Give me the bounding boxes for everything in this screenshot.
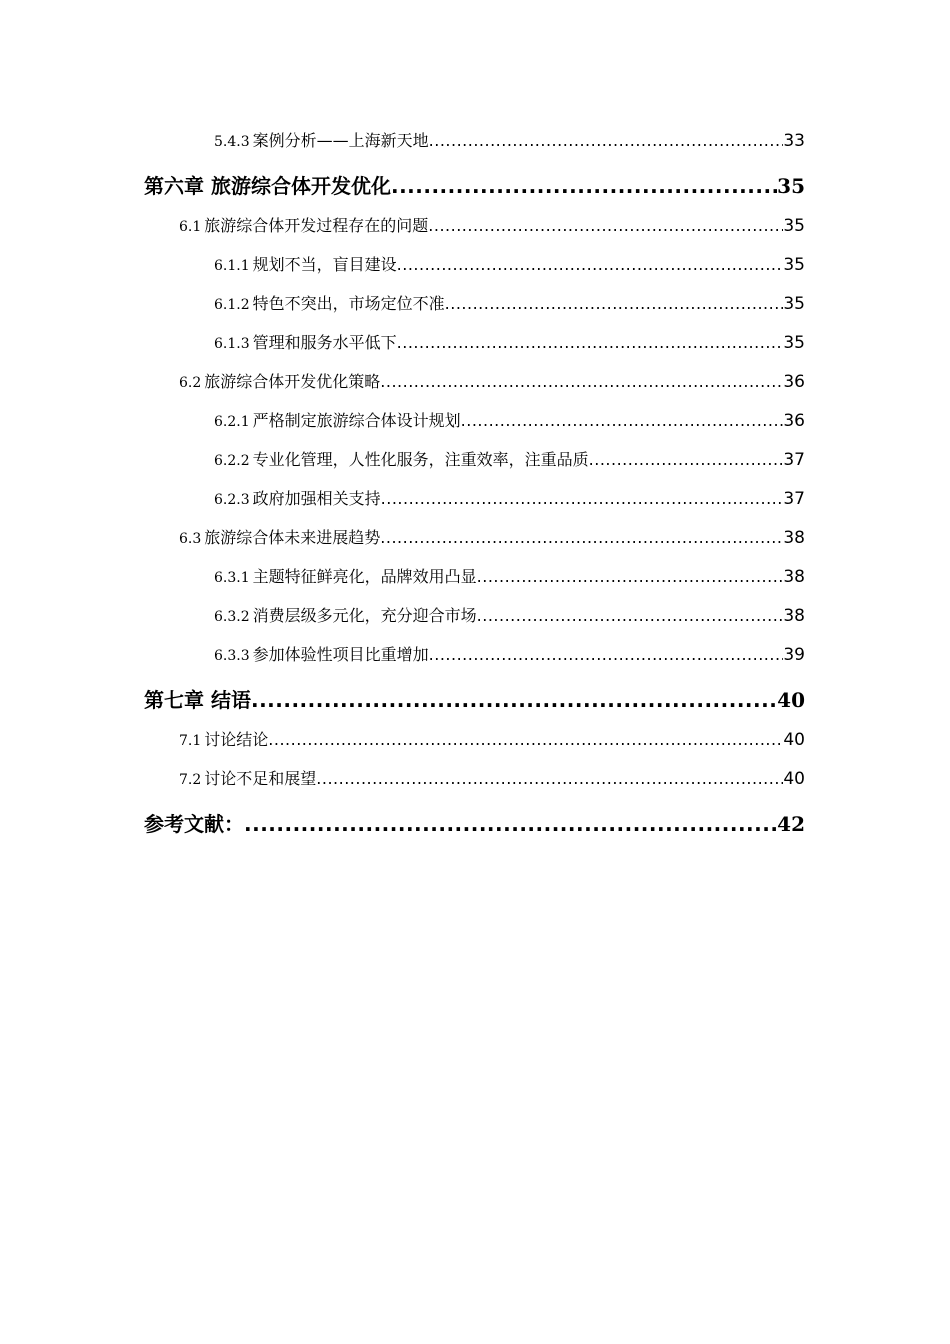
toc-title: 旅游综合体开发过程存在的问题 <box>204 216 429 235</box>
toc-entry-6-3-2[interactable] <box>214 603 805 626</box>
toc-page-number: 36 <box>783 411 805 431</box>
toc-leader <box>429 131 784 150</box>
toc-number: 6.2.3 <box>214 492 250 508</box>
toc-number: 6.2 <box>179 375 202 391</box>
toc-page-number: 35 <box>783 255 805 275</box>
toc-entry-6-2-3[interactable] <box>214 486 805 509</box>
toc-title: 讨论不足和展望 <box>204 769 317 788</box>
toc-leader <box>397 333 784 352</box>
toc-title: 第七章 结语 <box>144 688 251 712</box>
toc-leader <box>589 450 784 469</box>
toc-title: 参考文献： <box>144 812 244 836</box>
toc-page-number: 35 <box>783 294 805 314</box>
toc-leader <box>244 812 777 836</box>
toc-leader <box>461 411 784 430</box>
toc-entry-5-4-3[interactable] <box>214 128 805 151</box>
toc-title: 专业化管理，人性化服务，注重效率，注重品质 <box>252 450 589 469</box>
toc-title: 严格制定旅游综合体设计规划 <box>252 411 461 430</box>
toc-entry-6-1[interactable] <box>179 213 805 236</box>
toc-page-number: 42 <box>777 812 805 836</box>
toc-number: 6.1.3 <box>214 336 250 352</box>
toc-page-number: 38 <box>783 528 805 548</box>
toc-number: 6.3 <box>179 531 202 547</box>
toc-leader <box>380 528 783 547</box>
toc-page-number: 38 <box>783 567 805 587</box>
toc-title: 旅游综合体开发优化策略 <box>204 372 381 391</box>
toc-entry-6-2-2[interactable] <box>214 447 805 470</box>
toc-page-number: 38 <box>783 606 805 626</box>
toc-number: 6.2.1 <box>214 414 250 430</box>
toc-page-number: 40 <box>783 769 805 789</box>
toc-number: 6.1.1 <box>214 258 250 274</box>
toc-entry-6-2[interactable] <box>179 369 805 392</box>
toc-page-number: 39 <box>783 645 805 665</box>
toc-entry-6-1-1[interactable] <box>214 252 805 275</box>
toc-entry-7-1[interactable] <box>179 727 805 750</box>
toc-number: 6.2.2 <box>214 453 250 469</box>
toc-title: 消费层级多元化，充分迎合市场 <box>252 606 477 625</box>
toc-leader <box>429 645 784 664</box>
toc-leader <box>251 688 777 712</box>
toc-entry-6-3-3[interactable] <box>214 642 805 665</box>
toc-leader <box>397 255 784 274</box>
toc-number: 5.4.3 <box>214 134 250 150</box>
toc-page-number: 35 <box>777 174 805 198</box>
toc-number: 6.3.3 <box>214 648 250 664</box>
toc-leader <box>316 769 783 788</box>
toc-leader <box>477 567 784 586</box>
toc-title: 旅游综合体未来进展趋势 <box>204 528 381 547</box>
toc-title: 管理和服务水平低下 <box>252 333 397 352</box>
toc-number: 7.1 <box>179 733 202 749</box>
toc-leader <box>477 606 784 625</box>
toc-chapter-6[interactable] <box>144 170 805 199</box>
toc-page-number: 37 <box>783 489 805 509</box>
toc-references[interactable] <box>144 808 805 837</box>
toc-number: 6.1 <box>179 219 202 235</box>
toc-entry-6-3[interactable] <box>179 525 805 548</box>
toc-leader <box>391 174 777 198</box>
toc-page-number: 40 <box>783 730 805 750</box>
toc-title: 特色不突出，市场定位不准 <box>252 294 445 313</box>
toc-chapter-7[interactable] <box>144 684 805 713</box>
toc-number: 6.3.1 <box>214 570 250 586</box>
toc-title: 案例分析——上海新天地 <box>252 131 429 150</box>
toc-entry-7-2[interactable] <box>179 766 805 789</box>
toc-page-number: 35 <box>783 216 805 236</box>
toc-leader <box>428 216 783 235</box>
toc-number: 6.3.2 <box>214 609 250 625</box>
toc-title: 主题特征鲜亮化，品牌效用凸显 <box>252 567 477 586</box>
toc-leader <box>445 294 784 313</box>
toc-entry-6-3-1[interactable] <box>214 564 805 587</box>
toc-page-number: 36 <box>783 372 805 392</box>
toc-page-number: 40 <box>777 688 805 712</box>
toc-page-number: 37 <box>783 450 805 470</box>
toc-page-number: 35 <box>783 333 805 353</box>
toc-leader <box>380 372 783 391</box>
toc-number: 7.2 <box>179 772 202 788</box>
toc-entry-6-2-1[interactable] <box>214 408 805 431</box>
toc-number: 6.1.2 <box>214 297 250 313</box>
toc-title: 讨论结论 <box>204 730 269 749</box>
toc-leader <box>381 489 784 508</box>
toc-title: 参加体验性项目比重增加 <box>252 645 429 664</box>
toc-entry-6-1-2[interactable] <box>214 291 805 314</box>
toc-page-number: 33 <box>783 131 805 151</box>
toc-title: 规划不当，盲目建设 <box>252 255 397 274</box>
toc-title: 政府加强相关支持 <box>252 489 381 508</box>
toc-leader <box>268 730 783 749</box>
toc-title: 第六章 旅游综合体开发优化 <box>144 174 391 198</box>
toc-entry-6-1-3[interactable] <box>214 330 805 353</box>
